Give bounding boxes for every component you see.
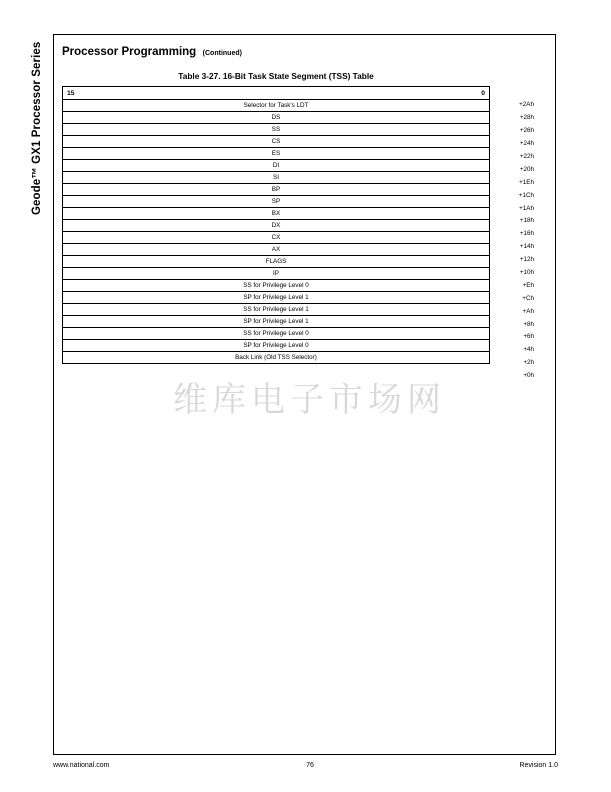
field-cell: DI bbox=[63, 160, 490, 172]
table-row bbox=[63, 196, 490, 208]
footer-revision: Revision 1.0 bbox=[519, 762, 558, 769]
field-cell: SP bbox=[63, 196, 490, 208]
field-cell: AX bbox=[63, 244, 490, 256]
field-cell: CS bbox=[63, 136, 490, 148]
offset-label: +16h bbox=[519, 230, 534, 238]
field-cell: SS for Privilege Level 1 bbox=[63, 304, 490, 316]
field-cell: BP bbox=[63, 184, 490, 196]
field-cell: SI bbox=[63, 172, 490, 184]
offset-label: +1Ch bbox=[518, 191, 534, 199]
field-cell: DS bbox=[63, 112, 490, 124]
field-cell: IP bbox=[63, 268, 490, 280]
section-header bbox=[62, 42, 242, 60]
table-row bbox=[63, 184, 490, 196]
field-cell: CX bbox=[63, 232, 490, 244]
section-subtitle: (Continued) bbox=[202, 50, 242, 57]
bit-high-label: 15 bbox=[67, 89, 75, 97]
field-cell: Selector for Task's LDT bbox=[63, 100, 490, 112]
table-row bbox=[63, 100, 490, 112]
offset-label: +1Ah bbox=[519, 204, 534, 212]
table-row bbox=[63, 244, 490, 256]
table-row bbox=[63, 268, 490, 280]
offset-label: +22h bbox=[519, 152, 534, 160]
offset-label: +2Ah bbox=[519, 101, 534, 109]
footer-website: www.national.com bbox=[53, 762, 110, 769]
offset-column bbox=[494, 99, 534, 383]
field-cell: SS bbox=[63, 124, 490, 136]
offset-label: +28h bbox=[519, 114, 534, 122]
offset-label: +2h bbox=[523, 359, 534, 367]
page-frame-bottom-rule bbox=[53, 754, 556, 755]
table-row bbox=[63, 304, 490, 316]
offset-label: +10h bbox=[519, 268, 534, 276]
footer-page-number: 76 bbox=[306, 762, 314, 769]
table-row bbox=[63, 280, 490, 292]
offset-label: +0h bbox=[523, 372, 534, 380]
table-row bbox=[63, 352, 490, 364]
offset-label: +Eh bbox=[522, 281, 534, 289]
field-cell: SS for Privilege Level 0 bbox=[63, 280, 490, 292]
offset-label: +Ch bbox=[522, 294, 534, 302]
table-row bbox=[63, 124, 490, 136]
offset-label: +6h bbox=[523, 333, 534, 341]
offset-label: +24h bbox=[519, 140, 534, 148]
table-row bbox=[63, 328, 490, 340]
field-cell: Back Link (Old TSS Selector) bbox=[63, 352, 490, 364]
offset-label: +4h bbox=[523, 346, 534, 354]
offset-label: +20h bbox=[519, 165, 534, 173]
table-row bbox=[63, 208, 490, 220]
table-caption: Table 3-27. 16-Bit Task State Segment (TSS) Table bbox=[178, 71, 374, 81]
table-row bbox=[63, 340, 490, 352]
table-row bbox=[63, 172, 490, 184]
offset-label: +26h bbox=[519, 127, 534, 135]
table-row bbox=[63, 220, 490, 232]
bit-header-row bbox=[63, 87, 490, 100]
field-cell: BX bbox=[63, 208, 490, 220]
table-row bbox=[63, 316, 490, 328]
field-cell: DX bbox=[63, 220, 490, 232]
table-row bbox=[63, 160, 490, 172]
side-series-title: Geode™ GX1 Processor Series bbox=[31, 41, 43, 215]
offset-label: +12h bbox=[519, 256, 534, 264]
field-cell: ES bbox=[63, 148, 490, 160]
section-title: Processor Programming bbox=[62, 46, 197, 58]
offset-label: +1Eh bbox=[519, 178, 534, 186]
field-cell: FLAGS bbox=[63, 256, 490, 268]
field-cell: SP for Privilege Level 0 bbox=[63, 340, 490, 352]
table-row bbox=[63, 136, 490, 148]
field-cell: SP for Privilege Level 1 bbox=[63, 292, 490, 304]
offset-label: +14h bbox=[519, 243, 534, 251]
offset-label: +18h bbox=[519, 217, 534, 225]
tss-table bbox=[62, 86, 490, 364]
table-row bbox=[63, 232, 490, 244]
field-cell: SS for Privilege Level 0 bbox=[63, 328, 490, 340]
table-row bbox=[63, 256, 490, 268]
bit-low-label: 0 bbox=[481, 89, 485, 97]
offset-label: +Ah bbox=[522, 307, 534, 315]
field-cell: SP for Privilege Level 1 bbox=[63, 316, 490, 328]
offset-label: +8h bbox=[523, 320, 534, 328]
table-row bbox=[63, 292, 490, 304]
table-row bbox=[63, 112, 490, 124]
watermark: 维库电子市场网 bbox=[173, 380, 446, 420]
table-row bbox=[63, 148, 490, 160]
